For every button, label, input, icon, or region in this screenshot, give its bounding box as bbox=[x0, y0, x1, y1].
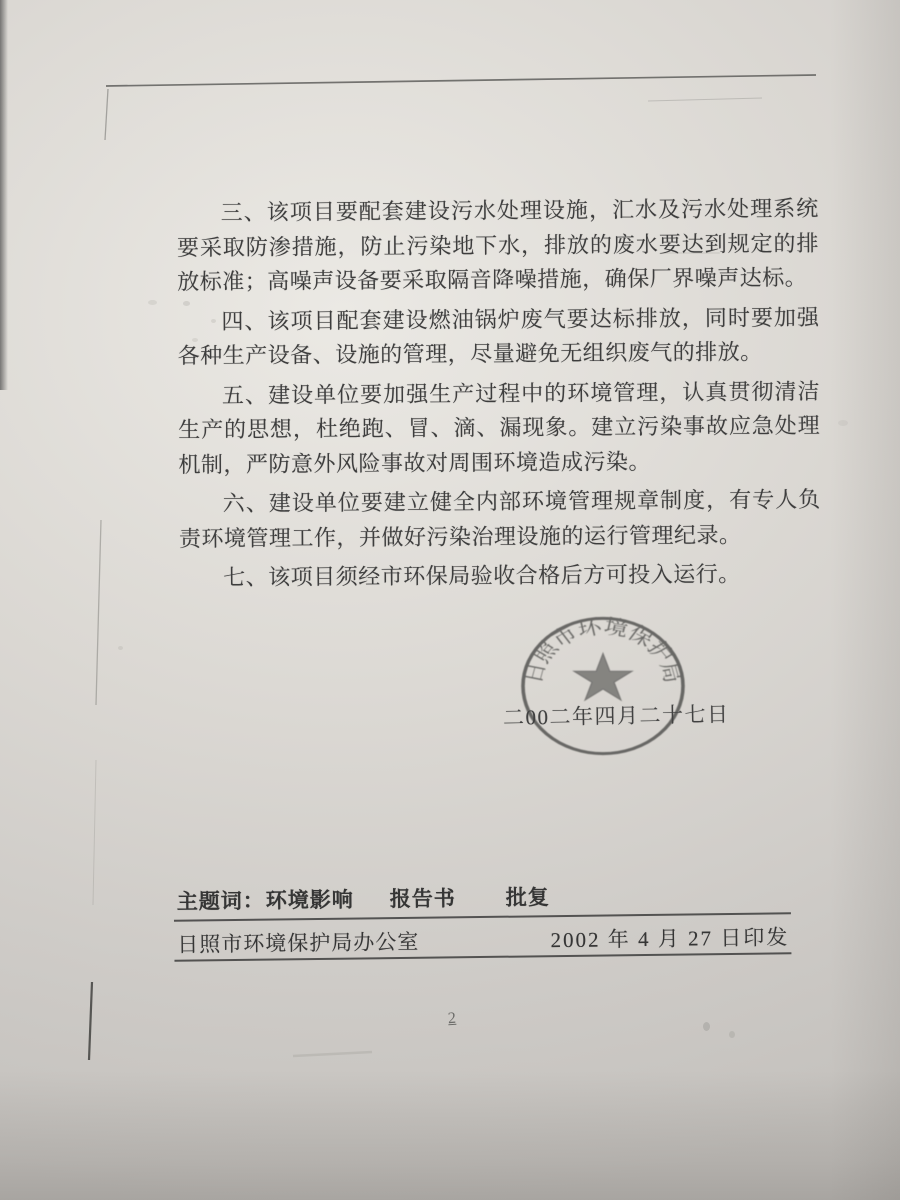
issuer-row bbox=[174, 914, 791, 960]
document-footer bbox=[174, 878, 792, 962]
paragraph-item-6: 六、建设单位要建立健全内部环境管理规章制度，有专人负责环境管理工作，并做好污染治理设施的运行管理纪录。 bbox=[178, 486, 821, 551]
star-icon bbox=[574, 654, 631, 700]
print-date: 2002 年 4 月 27 日印发 bbox=[550, 925, 790, 953]
paragraph-item-7: 七、该项目须经市环保局验收合格后方可投入运行。 bbox=[223, 561, 741, 590]
paragraph-item-3: 三、该项目要配套建设污水处理设施，汇水及污水处理系统要采取防渗措施，防止污染地下水，排放的废水要达到规定的排放标准；高噪声设备要采取隔音降噪措施，确保厂界噪声达标。 bbox=[176, 195, 820, 295]
paragraph-item-4: 四、该项目配套建设燃油锅炉废气要达标排放，同时要加强各种生产设备、设施的管理，尽量避免无组织废气的排放。 bbox=[177, 304, 820, 369]
paragraph-item-5: 五、建设单位要加强生产过程中的环境管理，认真贯彻清洁生产的思想，杜绝跑、冒、滴、漏现象。建立污染事故应急处理机制，严防意外风险事故对周围环境造成污染。 bbox=[178, 378, 821, 477]
keywords-label: 主题词： bbox=[176, 889, 265, 914]
page-number: 2 bbox=[447, 1009, 457, 1028]
keyword-1: 环境影响 bbox=[265, 888, 354, 913]
keyword-3: 批复 bbox=[505, 886, 550, 910]
approval-date: 二00二年四月二十七日 bbox=[502, 702, 730, 730]
seal-ring-text: 日照市环境保护局 bbox=[518, 614, 688, 686]
issuing-office: 日照市环境保护局办公室 bbox=[177, 929, 420, 957]
official-seal bbox=[490, 583, 716, 789]
keyword-2: 报告书 bbox=[389, 887, 456, 912]
document-body bbox=[177, 192, 822, 601]
